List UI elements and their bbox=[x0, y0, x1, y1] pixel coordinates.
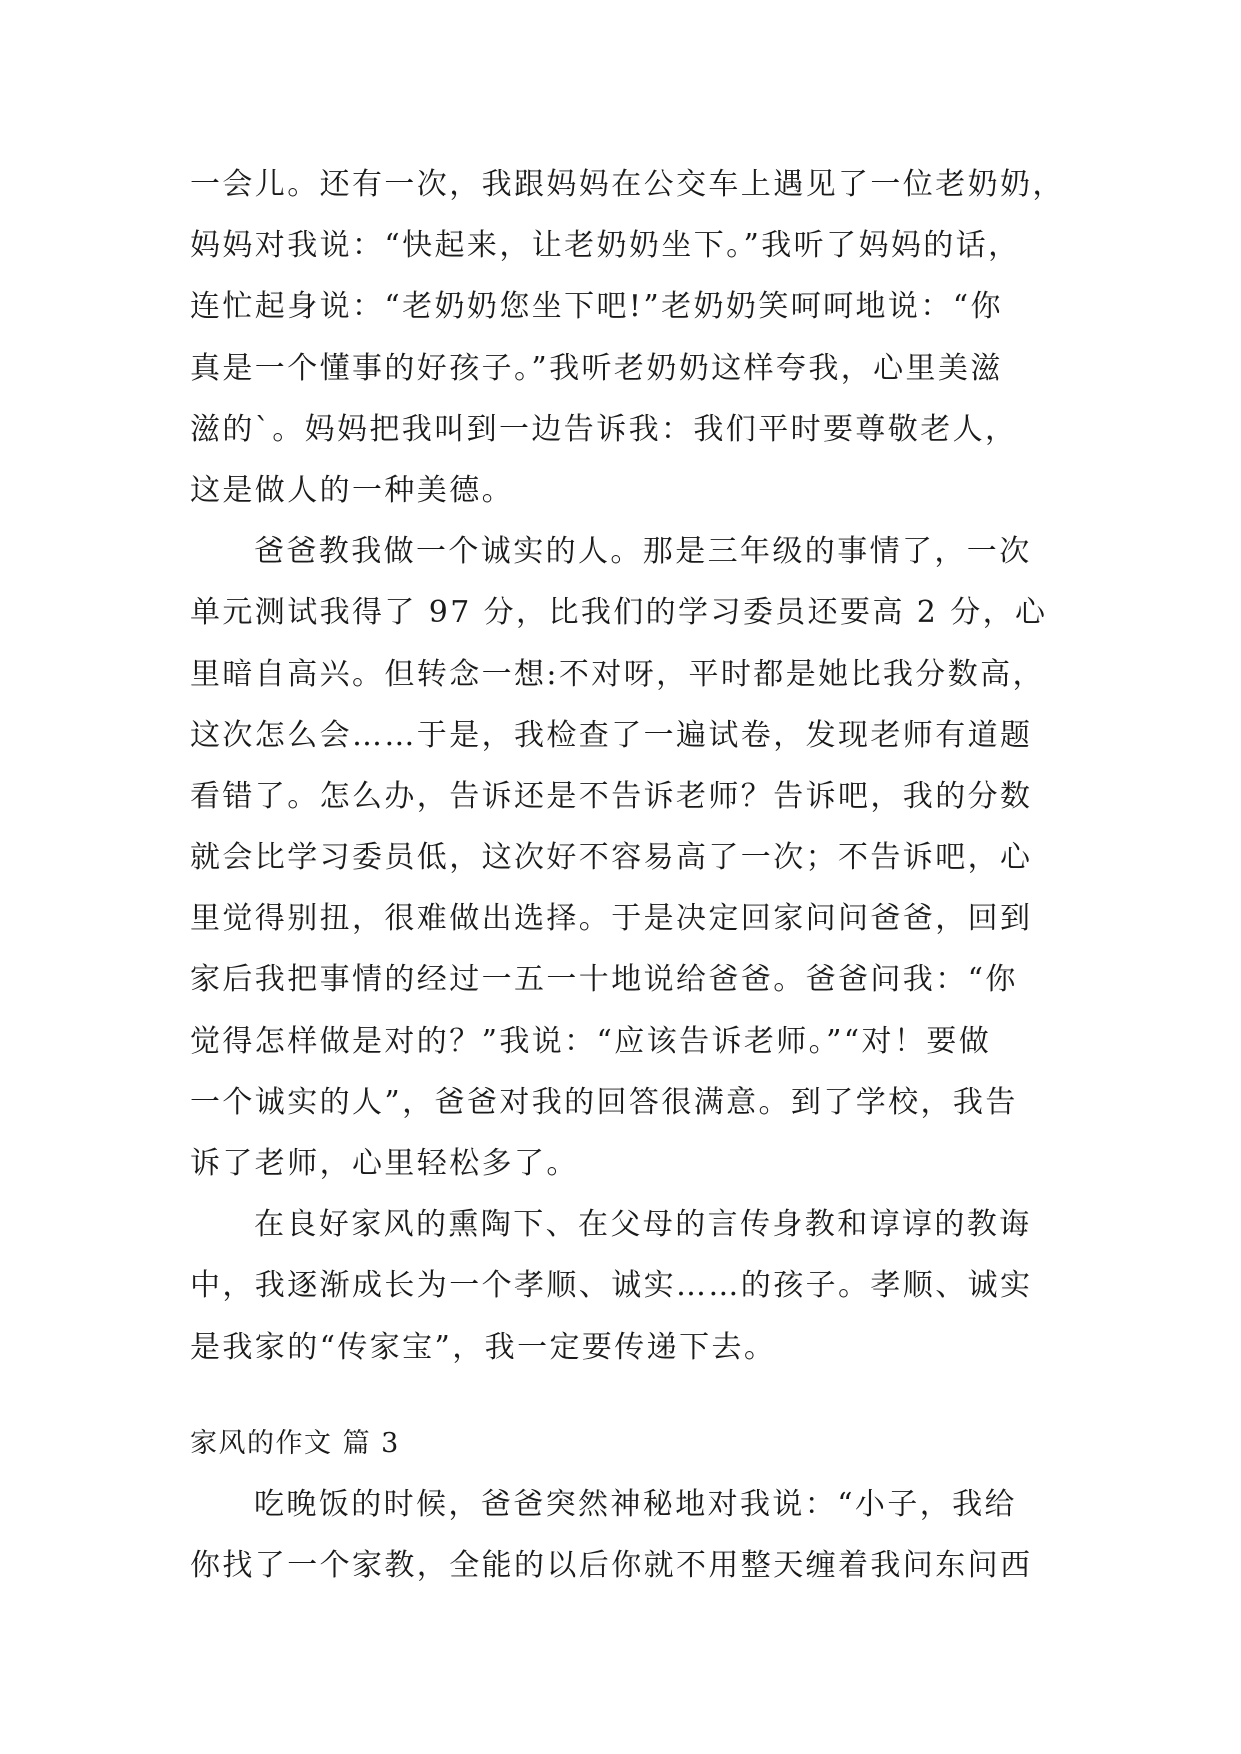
section-heading: 家风的作文 篇 3 bbox=[190, 1427, 400, 1459]
document-body bbox=[190, 154, 1070, 1596]
text-line: 看错了。怎么办，告诉还是不告诉老师？告诉吧，我的分数 bbox=[190, 778, 1033, 814]
text-line: 是我家的“传家宝”，我一定要传递下去。 bbox=[190, 1329, 777, 1365]
text-line: 单元测试我得了 97 分，比我们的学习委员还要高 2 分，心 bbox=[190, 595, 1048, 631]
text-line: 诉了老师，心里轻松多了。 bbox=[190, 1146, 579, 1181]
text-line: 这次怎么会……于是，我检查了一遍试卷，发现老师有道题 bbox=[190, 717, 1033, 753]
text-line: 一个诚实的人”，爸爸对我的回答很满意。到了学校，我告 bbox=[190, 1084, 1018, 1120]
text-line: 家后我把事情的经过一五一十地说给爸爸。爸爸问我：“你 bbox=[190, 962, 1018, 998]
text-line: 爸爸教我做一个诚实的人。那是三年级的事情了，一次 bbox=[254, 534, 1032, 570]
text-line: 妈妈对我说：“快起来，让老奶奶坐下。”我听了妈妈的话， bbox=[190, 228, 1021, 264]
paragraph bbox=[190, 154, 1070, 521]
text-line: 里觉得别扭，很难做出选择。于是决定回家问问爸爸，回到 bbox=[190, 901, 1033, 937]
text-line: 中，我逐渐成长为一个孝顺、诚实……的孩子。孝顺、诚实 bbox=[190, 1268, 1033, 1304]
paragraph bbox=[190, 1194, 1070, 1378]
paragraph bbox=[190, 1474, 1070, 1596]
text-line: 在良好家风的熏陶下、在父母的言传身教和谆谆的教诲 bbox=[254, 1207, 1032, 1243]
text-line: 连忙起身说：“老奶奶您坐下吧!”老奶奶笑呵呵地说：“你 bbox=[190, 289, 1003, 325]
text-line: 真是一个懂事的好孩子。”我听老奶奶这样夸我，心里美滋 bbox=[190, 350, 1003, 386]
text-line: 吃晚饭的时候，爸爸突然神秘地对我说：“小子，我给 bbox=[254, 1486, 1017, 1522]
text-line: 你找了一个家教，全能的以后你就不用整天缠着我问东问西 bbox=[190, 1547, 1033, 1583]
text-line: 这是做人的一种美德。 bbox=[190, 472, 514, 508]
text-line: 觉得怎样做是对的？”我说：“应该告诉老师。”“对！要做 bbox=[190, 1023, 992, 1059]
text-line: 就会比学习委员低，这次好不容易高了一次；不告诉吧，心 bbox=[190, 840, 1033, 876]
text-line: 里暗自高兴。但转念一想:不对呀，平时都是她比我分数高， bbox=[190, 656, 1045, 692]
paragraph bbox=[190, 521, 1070, 1194]
text-line: 一会儿。还有一次，我跟妈妈在公交车上遇见了一位老奶奶， bbox=[190, 167, 1065, 202]
text-line: 滋的`。妈妈把我叫到一边告诉我：我们平时要尊敬老人， bbox=[190, 411, 1018, 447]
